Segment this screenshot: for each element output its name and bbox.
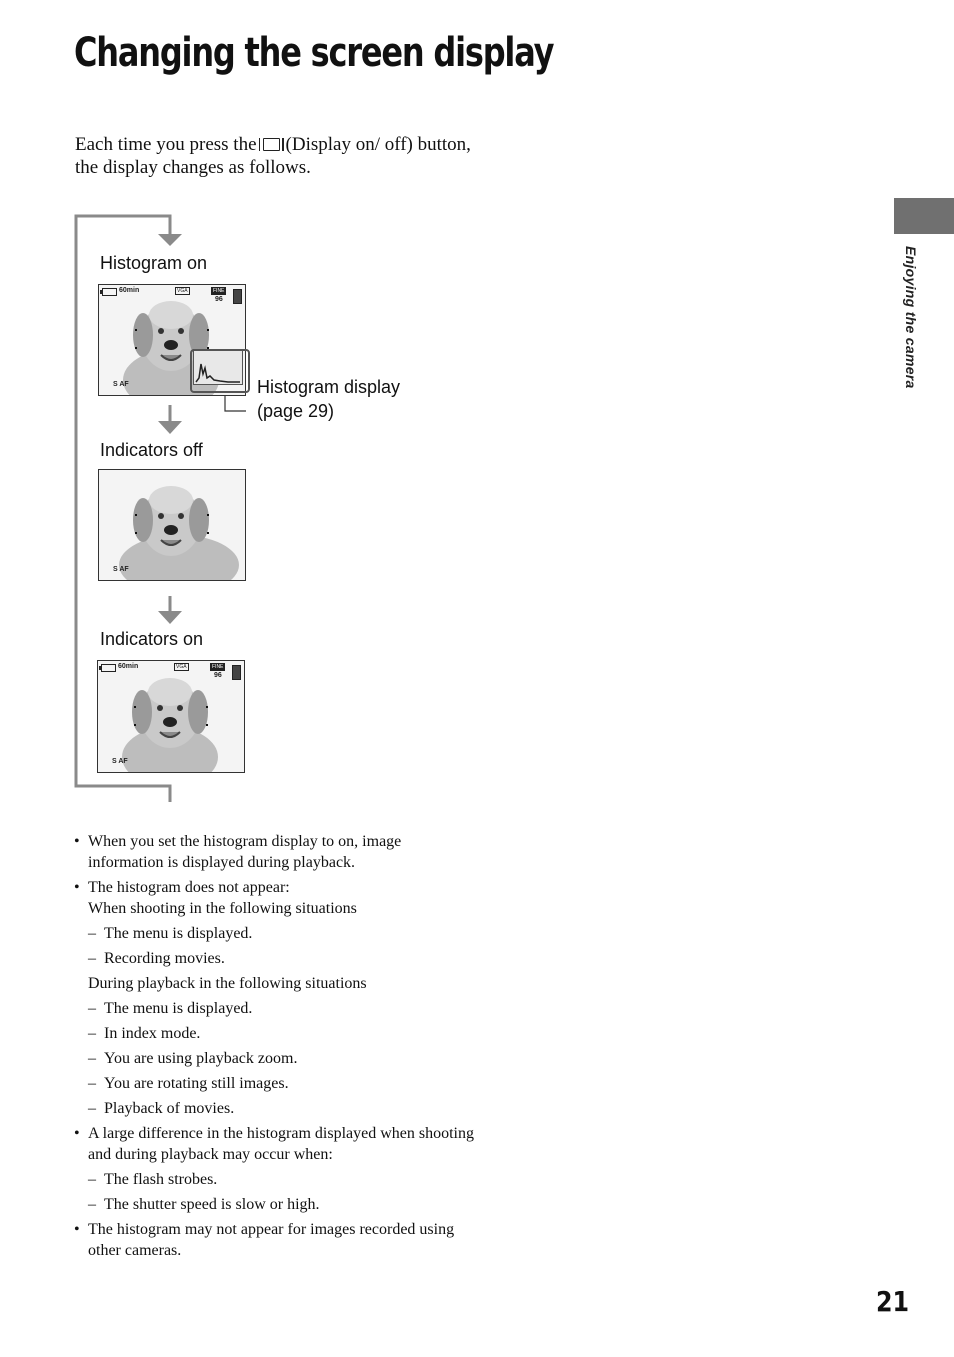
histogram-callout (257, 375, 400, 423)
note-text: The histogram may not appear for images recorded using other cameras. (88, 1221, 455, 1259)
intro-before: Each time you press the (75, 134, 257, 155)
osd-quality: FINE (213, 288, 225, 294)
note-item (74, 877, 474, 1119)
note-text: When you set the histogram display to on, image information is displayed during playback. (88, 833, 402, 871)
note-item (74, 831, 474, 873)
label-indicators-on: Indicators on (100, 629, 204, 649)
callout-line1: Histogram display (257, 377, 401, 397)
notes-list (74, 831, 474, 1265)
note-text: • The histogram does not appear: (88, 879, 290, 896)
osd-quality: FINE (212, 664, 224, 670)
battery-icon (102, 288, 117, 296)
note-dash-item: – The menu is displayed. (88, 998, 474, 1019)
note-dash-item: – The menu is displayed. (88, 923, 474, 944)
memory-card-icon (232, 665, 241, 680)
dog-photo-icon (98, 661, 244, 772)
osd-focus: S AF (113, 566, 129, 573)
osd-focus: S AF (112, 758, 128, 765)
page-title: Changing the screen display (74, 30, 554, 76)
arrow-down-icon (158, 234, 182, 246)
osd-count: 96 (215, 296, 223, 303)
section-tab (894, 198, 954, 234)
screen-indicators-on (97, 660, 245, 773)
osd-size: VGA (176, 664, 187, 670)
callout-line2: (page 29) (257, 401, 335, 421)
osd-remaining: 60min (118, 663, 139, 670)
arrow-down-icon (158, 421, 182, 434)
intro-text (75, 133, 495, 179)
note-dash-item: – The flash strobes. (88, 1169, 474, 1190)
osd-remaining: 60min (119, 287, 140, 294)
note-item (74, 1219, 474, 1261)
osd-count: 96 (214, 672, 222, 679)
note-text: • A large difference in the histogram displayed when shooting and during playback may occur when: (88, 1125, 474, 1163)
note-subheading: During playback in the following situations (88, 975, 367, 992)
intro-after: (Display on/ off) button, the display changes as follows. (75, 134, 471, 178)
osd-size: VGA (177, 288, 188, 294)
note-subheading: When shooting in the following situations (88, 900, 357, 917)
label-histogram-on: Histogram on (100, 253, 208, 273)
note-dash-item: – The shutter speed is slow or high. (88, 1194, 474, 1215)
page-number: 21 (876, 1285, 910, 1318)
dog-photo-icon (99, 470, 245, 580)
histogram-highlight (190, 349, 250, 393)
display-button-icon (263, 138, 280, 151)
note-item (74, 1123, 474, 1215)
memory-card-icon (233, 289, 242, 304)
section-label: Enjoying the camera (903, 246, 919, 389)
note-dash-item: – You are rotating still images. (88, 1073, 474, 1094)
note-dash-item: – In index mode. (88, 1023, 474, 1044)
note-dash-item: – You are using playback zoom. (88, 1048, 474, 1069)
note-dash-item: – Playback of movies. (88, 1098, 474, 1119)
label-indicators-off: Indicators off (100, 440, 203, 460)
screen-indicators-off (98, 469, 246, 581)
osd-focus: S AF (113, 381, 129, 388)
arrow-down-icon (158, 611, 182, 624)
note-dash-item: – Recording movies. (88, 948, 474, 969)
battery-icon (101, 664, 116, 672)
